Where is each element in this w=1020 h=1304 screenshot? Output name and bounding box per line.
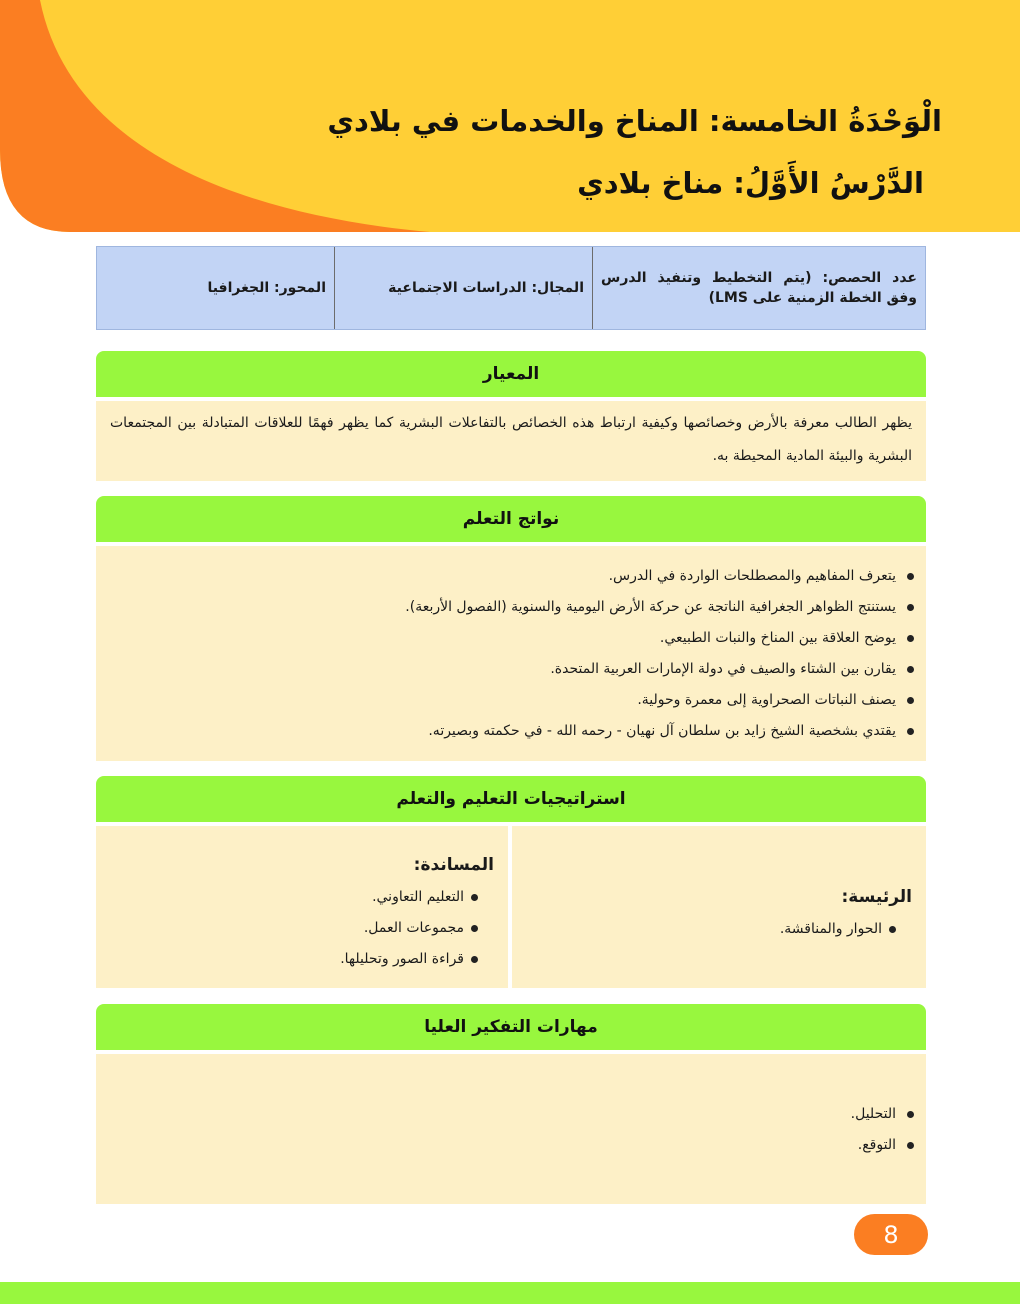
list-item: التوقع. [96,1130,926,1161]
list-item: التحليل. [96,1099,926,1130]
unit-title: الْوَحْدَةُ الخامسة: المناخ والخدمات في بلادي [327,104,942,138]
thinking-skills-heading: مهارات التفكير العليا [96,1004,926,1050]
lesson-title: الدَّرْسُ الأَوَّلُ: مناخ بلادي [577,166,924,200]
main-strategies-title: الرئيسة: [841,887,912,907]
thinking-skills-body [96,1054,926,1204]
outcomes-body [96,546,926,761]
list-item: مجموعات العمل. [110,913,494,944]
standard-section [96,351,926,481]
list-item: يقتدي بشخصية الشيخ زايد بن سلطان آل نهيان - رحمه الله - في حكمته وبصيرته. [96,716,926,747]
page-number-badge: 8 [854,1214,928,1255]
list-item: يصنف النباتات الصحراوية إلى معمرة وحولية. [96,685,926,716]
periods-cell: عدد الحصص: (يتم التخطيط وتنفيذ الدرس وفق الخطة الزمنية على LMS) [601,270,917,306]
main-strategies [512,826,926,988]
page-header [0,0,1020,236]
list-item: قراءة الصور وتحليلها. [110,944,494,975]
thinking-skills-section [96,1004,926,1204]
support-strategies-title: المساندة: [413,855,494,875]
standard-heading: المعيار [96,351,926,397]
support-strategies [96,826,508,988]
outcomes-section [96,496,926,761]
list-item: التعليم التعاوني. [110,882,494,913]
list-item: يستنتج الظواهر الجغرافية الناتجة عن حركة الأرض اليومية والسنوية (الفصول الأربعة). [96,592,926,623]
outcomes-list [96,561,926,747]
list-item: يقارن بين الشتاء والصيف في دولة الإمارات العربية المتحدة. [96,654,926,685]
list-item: يتعرف المفاهيم والمصطلحات الواردة في الدرس. [96,561,926,592]
strategies-section [96,776,926,988]
outcomes-heading: نواتج التعلم [96,496,926,542]
strategies-heading: استراتيجيات التعليم والتعلم [96,776,926,822]
strategies-columns [96,826,926,988]
field-cell: المجال: الدراسات الاجتماعية [334,247,593,329]
bottom-bar [0,1282,1020,1304]
axis-cell: المحور: الجغرافيا [207,280,326,296]
support-strategies-list [110,882,494,975]
main-strategies-list [526,914,912,945]
list-item: الحوار والمناقشة. [526,914,912,945]
list-item: يوضح العلاقة بين المناخ والنبات الطبيعي. [96,623,926,654]
lesson-info-row [96,246,926,330]
standard-text: يظهر الطالب معرفة بالأرض وخصائصها وكيفية ارتباط هذه الخصائص بالتفاعلات البشرية كما يظهر فهمًا للعلاقات المتبادلة بين المجتمعات البشرية والبيئة المادية المحيطة به. [96,401,926,481]
thinking-skills-list [96,1099,926,1161]
